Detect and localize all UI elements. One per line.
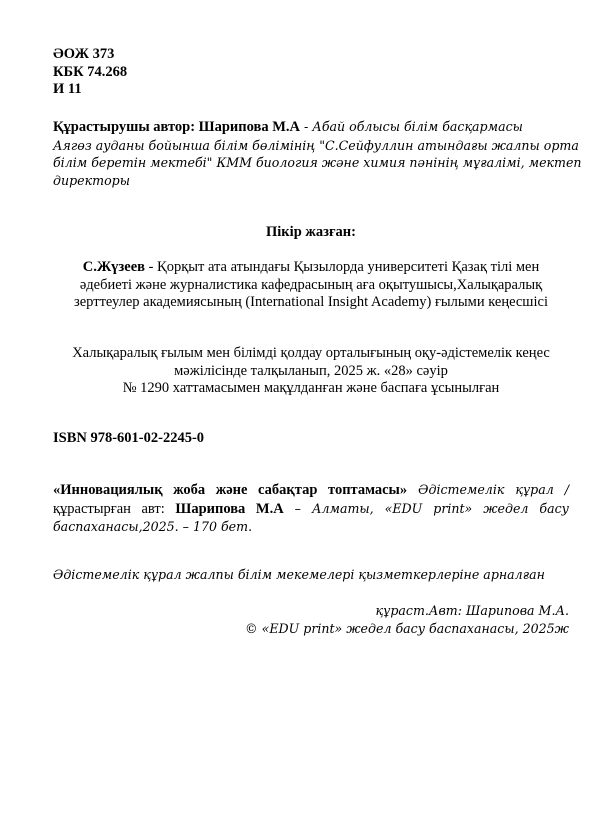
isbn-block (53, 430, 569, 448)
approval-line-3: № 1290 хаттамасымен мақұлданған және баспаға ұсынылған (122, 380, 500, 396)
annotation: Әдістемелік құрал жалпы білім мекемелері қызметкерлеріне арналған (53, 567, 545, 582)
bib-line-3: баспаханасы,2025. – 170 бет. (53, 519, 253, 534)
classification-block (53, 46, 569, 99)
compiler-label: Құрастырушы автор: Шарипова М.А (53, 119, 301, 135)
compiled-label: құрастырған авт: (53, 500, 176, 517)
reviewer-block (53, 259, 569, 312)
lbc-code: КБК 74.268 (53, 63, 128, 80)
bibliographic-block (53, 481, 569, 536)
approval-line-2: мәжілісінде талқыланып, 2025 ж. «28» сәуір (174, 362, 448, 379)
review-heading-block (53, 224, 569, 242)
reviewer-line-1 (53, 259, 569, 277)
reviewer-line-3: зерттеулер академиясының (International Insight Academy) ғылыми кеңесшісі (74, 294, 548, 310)
footer-block (53, 602, 569, 637)
compiler-line-3: білім беретін мектебі" КММ биология және химия пәнінің мұғалімі, мектеп (53, 155, 582, 170)
compiler-block (53, 118, 582, 189)
bib-line-1 (53, 481, 569, 500)
udc-code: ӘОЖ 373 (53, 46, 115, 62)
book-type: Әдістемелік құрал / (407, 482, 570, 497)
compiler-org: Абай облысы білім басқармасы (312, 119, 523, 134)
compiler-sep: - (300, 119, 313, 134)
bib-city: – Алматы, «EDU print» жедел басу (283, 500, 569, 516)
isbn: ISBN 978-601-02-2245-0 (53, 430, 205, 446)
book-title: «Инновациялық жоба және сабақтар топтамасы» (53, 482, 408, 498)
reviewer-line-2: әдебиеті және журналистика кафедрасының аға оқытушысы,Халықаралық (79, 276, 543, 293)
review-heading: Пікір жазған: (266, 224, 356, 240)
approval-block (53, 345, 569, 398)
approval-line-1: Халықаралық ғылым мен білімді қолдау орталығының оқу-әдістемелік кеңес (72, 345, 550, 361)
footer-copyright: © «EDU print» жедел басу баспаханасы, 2025ж (245, 620, 569, 636)
footer-compiler: құраст.Авт: Шарипова М.А. (375, 603, 569, 618)
compiler-line-2: Аягөз ауданы бойынша білім бөлімінің "С.Сейфуллин атындағы жалпы орта (53, 137, 579, 153)
bib-author: Шарипова М.А (175, 500, 284, 517)
reviewer-affiliation: - Қорқыт ата атындағы Қызылорда университеті Қазақ тілі мен (144, 259, 540, 275)
compiler-line-1 (53, 118, 569, 137)
compiler-line-4: директоры (53, 172, 130, 188)
bib-line-2 (53, 500, 569, 519)
reviewer-name: С.Жүзеев (82, 259, 145, 275)
annotation-block (53, 566, 569, 584)
author-mark: И 11 (53, 81, 82, 97)
